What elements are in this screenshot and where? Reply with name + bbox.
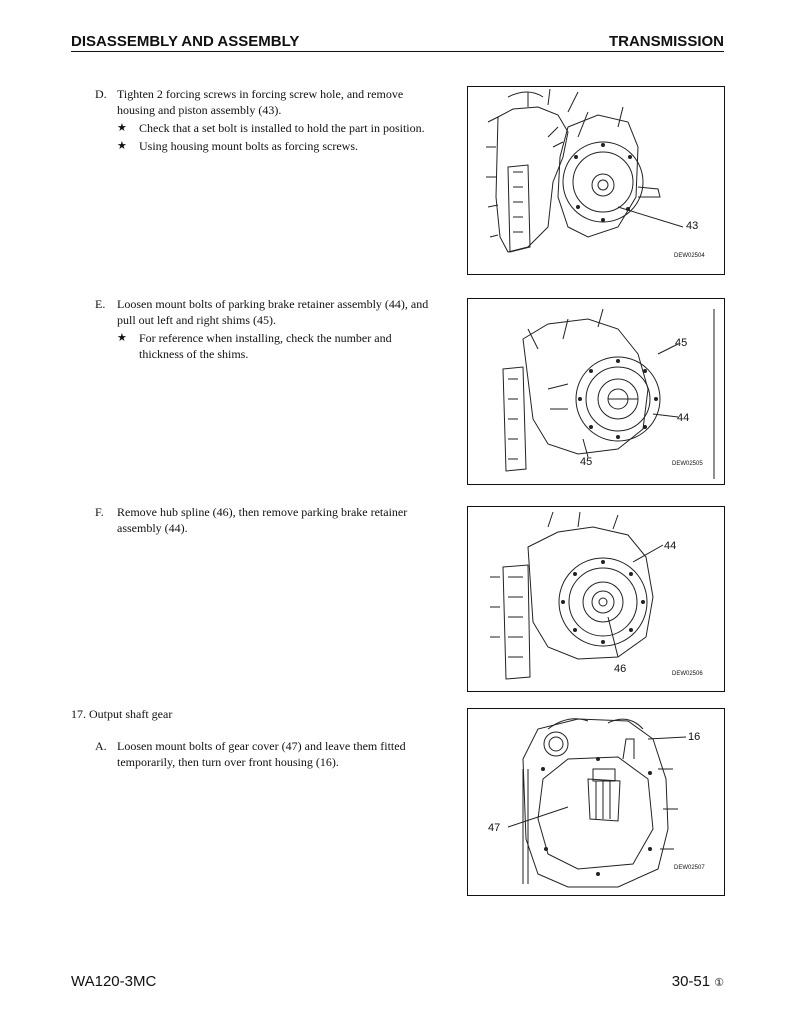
figure-4-code: DEW02507 <box>674 865 705 871</box>
callout-45-top: 45 <box>675 337 688 349</box>
figure-gear-cover-front-housing <box>467 708 725 896</box>
step-a-text-line2: temporarily, then turn over front housing (16). <box>117 755 339 769</box>
step-f-text-line2: assembly (44). <box>117 521 188 535</box>
step-d-text-line2: housing and piston assembly (43). <box>117 103 282 117</box>
step-e-letter: E. <box>95 297 106 311</box>
figure-2-code: DEW02505 <box>672 461 703 467</box>
callout-43: 43 <box>686 220 699 232</box>
step-e-note-1 <box>117 330 462 362</box>
step-a-text-line1: Loosen mount bolts of gear cover (47) and leave them fitted <box>117 739 406 753</box>
step-d-letter: D. <box>95 87 107 101</box>
callout-44: 44 <box>677 412 690 424</box>
step-d-note-2-text: Using housing mount bolts as forcing screws. <box>139 139 358 153</box>
section-17-title: 17. Output shaft gear <box>71 707 173 721</box>
step-d-note-2 <box>117 138 457 154</box>
footer-page-number <box>672 973 724 990</box>
figure-4-drawing <box>468 709 724 895</box>
footer-page: 30-51 <box>671 973 711 990</box>
step-e-note-1-line2: thickness of the shims. <box>139 347 249 361</box>
step-d-text-line1: Tighten 2 forcing screws in forcing screw hole, and remove <box>117 87 404 101</box>
callout-47: 47 <box>488 822 501 834</box>
figure-housing-piston-removal <box>467 86 725 275</box>
figure-2-drawing <box>468 299 724 484</box>
figure-brake-retainer-shims <box>467 298 725 485</box>
figure-hub-spline-removal <box>467 506 725 692</box>
header-chapter-title: TRANSMISSION <box>608 33 724 50</box>
header-section-title: DISASSEMBLY AND ASSEMBLY <box>71 33 300 50</box>
step-d-note-1 <box>117 120 457 136</box>
step-f-letter: F. <box>95 505 104 519</box>
star-icon: ★ <box>117 121 127 134</box>
figure-1-drawing <box>468 87 724 274</box>
footer-model: WA120-3MC <box>71 973 157 990</box>
figure-1-code: DEW02504 <box>674 253 705 259</box>
star-icon: ★ <box>117 139 127 152</box>
step-d-note-1-text: Check that a set bolt is installed to hold the part in position. <box>139 121 425 135</box>
revision-mark-icon: ① <box>714 976 724 989</box>
step-e-text-line1: Loosen mount bolts of parking brake retainer assembly (44), and <box>117 297 429 311</box>
step-e-text-line2: pull out left and right shims (45). <box>117 313 276 327</box>
figure-3-code: DEW02506 <box>672 671 703 677</box>
figure-3-drawing <box>468 507 724 691</box>
header-rule <box>71 51 724 52</box>
step-e-note-1-line1: For reference when installing, check the number and <box>139 331 392 345</box>
callout-44: 44 <box>664 540 677 552</box>
callout-16: 16 <box>688 731 701 743</box>
step-a-letter: A. <box>95 739 107 753</box>
callout-45-bottom: 45 <box>580 456 593 468</box>
callout-46: 46 <box>614 663 627 675</box>
step-f-text-line1: Remove hub spline (46), then remove parking brake retainer <box>117 505 408 519</box>
star-icon: ★ <box>117 331 127 344</box>
